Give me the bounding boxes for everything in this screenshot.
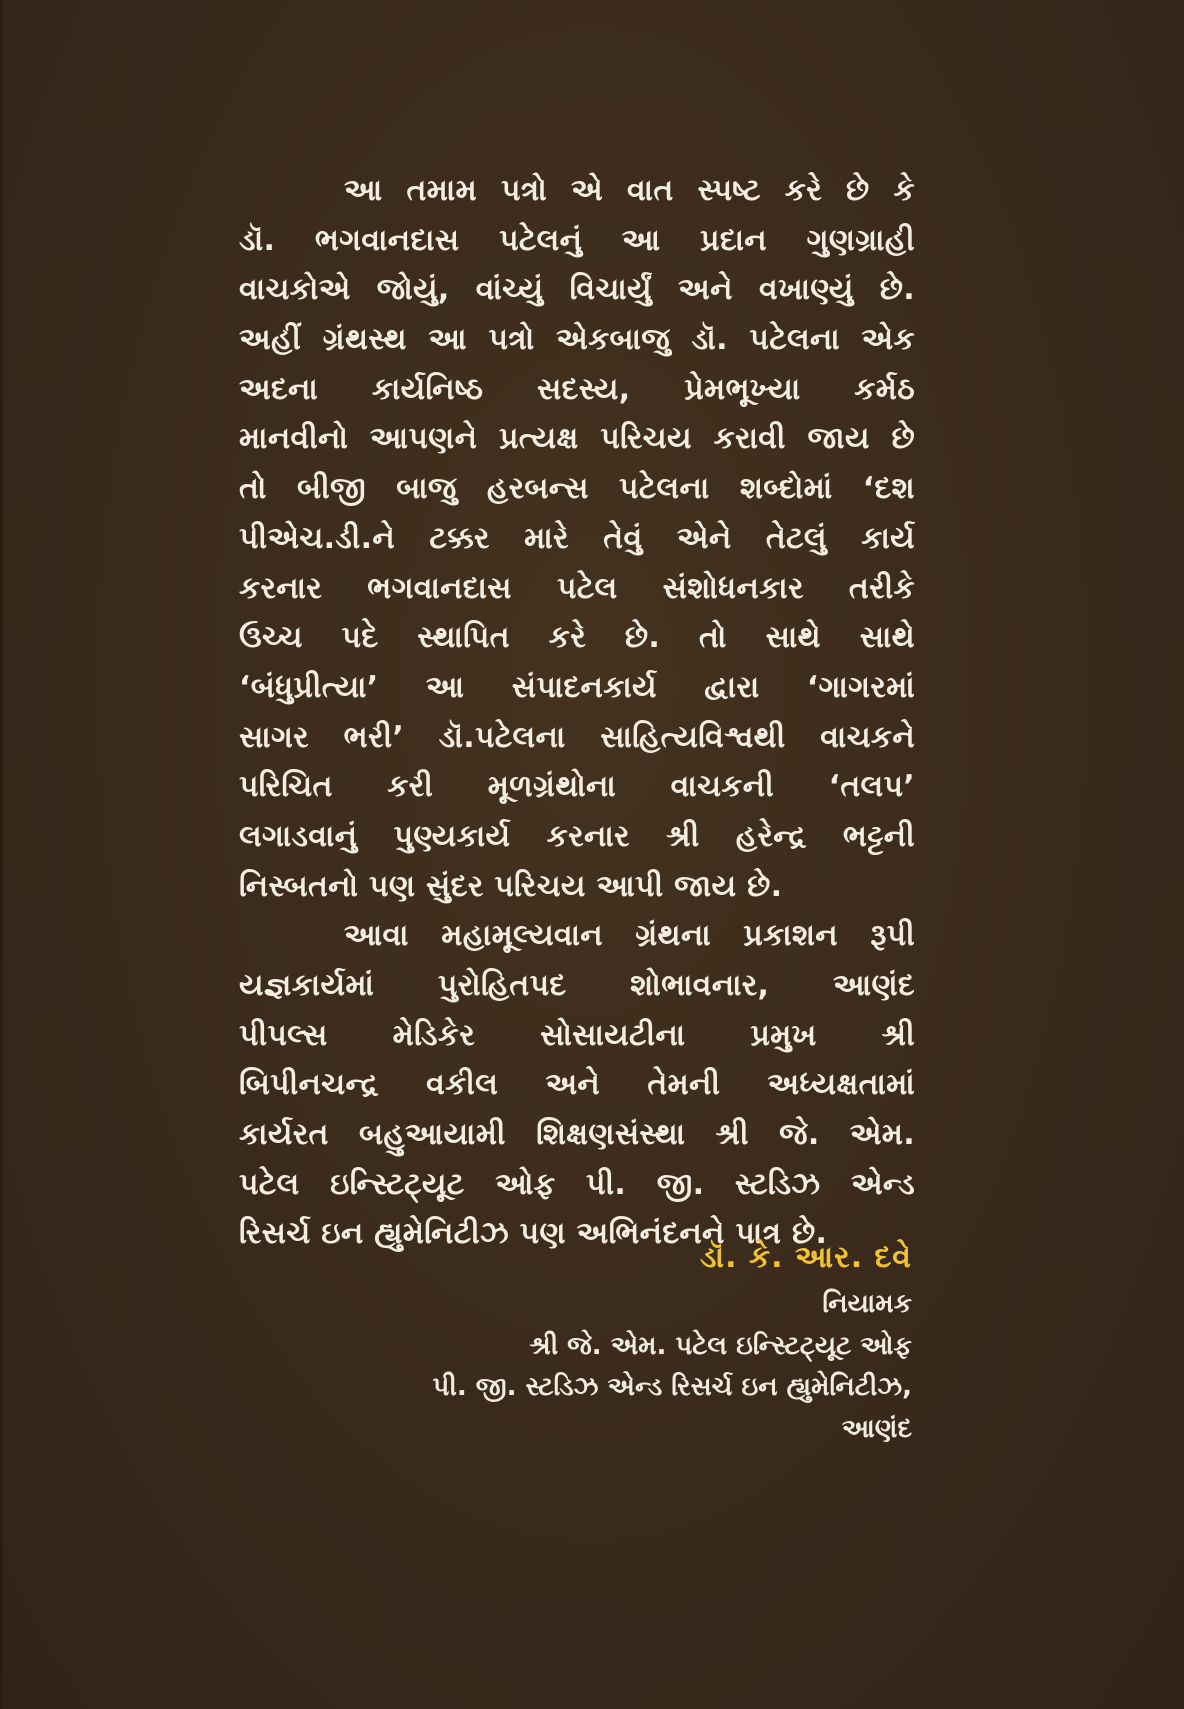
body-line: ડૉ. ભગવાનદાસ પટેલનું આ પ્રદાન ગુણગ્રાહી [239,222,915,258]
signatory-name: ડૉ. કે. આર. દવે [699,1240,912,1275]
body-line: બિપીનચન્દ્ર વકીલ અને તેમની અધ્યક્ષતામાં [239,1067,915,1103]
body-line: રિસર્ચ ઇન હ્યુમેનિટીઝ પણ અભિનંદનને પાત્ર છે. [239,1216,828,1252]
body-line: વાચકોએ જોયું, વાંચ્યું વિચાર્યું અને વખાણ્યું છે. [239,272,915,308]
body-line: નિસ્બતનો પણ સુંદર પરિચય આપી જાય છે. [239,868,783,904]
body-line: આ તમામ પત્રો એ વાત સ્પષ્ટ કરે છે કે [344,173,915,208]
signatory-place: આણંદ [841,1413,912,1444]
institute-name-line: શ્રી જે. એમ. પટેલ ઇન્સ્ટિટ્યૂટ ઓફ [529,1330,912,1361]
body-line: અદના કાર્યનિષ્ઠ સદસ્ય, પ્રેમભૂખ્યા કર્મઠ [239,371,915,407]
body-line: લગાડવાનું પુણ્યકાર્ય કરનાર શ્રી હરેન્દ્ર ભટ્ટની [239,818,915,854]
signatory-designation: નિયામક [822,1289,912,1319]
body-line: કાર્યરત બહુઆયામી શિક્ષણસંસ્થા શ્રી જે. એમ. [239,1117,915,1153]
body-line: પટેલ ઇન્સ્ટિટ્યૂટ ઓફ પી. જી. સ્ટડિઝ એન્ડ [239,1166,915,1202]
body-line: ઉચ્ચ પદે સ્થાપિત કરે છે. તો સાથે સાથે [239,620,915,656]
institute-name-line: પી. જી. સ્ટડિઝ એન્ડ રિસર્ચ ઇન હ્યુમેનિટીઝ, [432,1372,912,1402]
signature-block [433,1232,912,1450]
body-line: યજ્ઞકાર્યમાં પુરોહિતપદ શોભાવનાર, આણંદ [239,968,916,1003]
body-line: પીએચ.ડી.ને ટક્કર મારે તેવું એને તેટલું કાર્ય [239,520,915,556]
body-line: કરનાર ભગવાનદાસ પટેલ સંશોધનકાર તરીકે [239,570,915,606]
body-line: તો બીજી બાજુ હરબન્સ પટેલના શબ્દોમાં ‘દશ [239,471,915,507]
body-line: પરિચિત કરી મૂળગ્રંથોના વાચકની ‘તલપ’ [239,769,915,805]
body-line: સાગર ભરી’ ડૉ.પટેલના સાહિત્યવિશ્વથી વાચકને [239,719,915,755]
body-line: આવા મહામૂલ્યવાન ગ્રંથના પ્રકાશન રૂપી [344,918,915,954]
body-line: પીપલ્સ મેડિકેર સોસાયટીના પ્રમુખ શ્રી [239,1017,915,1053]
body-paragraphs [239,166,915,1259]
body-line: અહીં ગ્રંથસ્થ આ પત્રો એકબાજુ ડૉ. પટેલના એક [239,322,915,358]
body-line: ‘બંધુપ્રીત્યા’ આ સંપાદનકાર્ય દ્વારા ‘ગાગરમાં [239,669,915,705]
body-line: માનવીનો આપણને પ્રત્યક્ષ પરિચય કરાવી જાય છે [239,421,915,457]
